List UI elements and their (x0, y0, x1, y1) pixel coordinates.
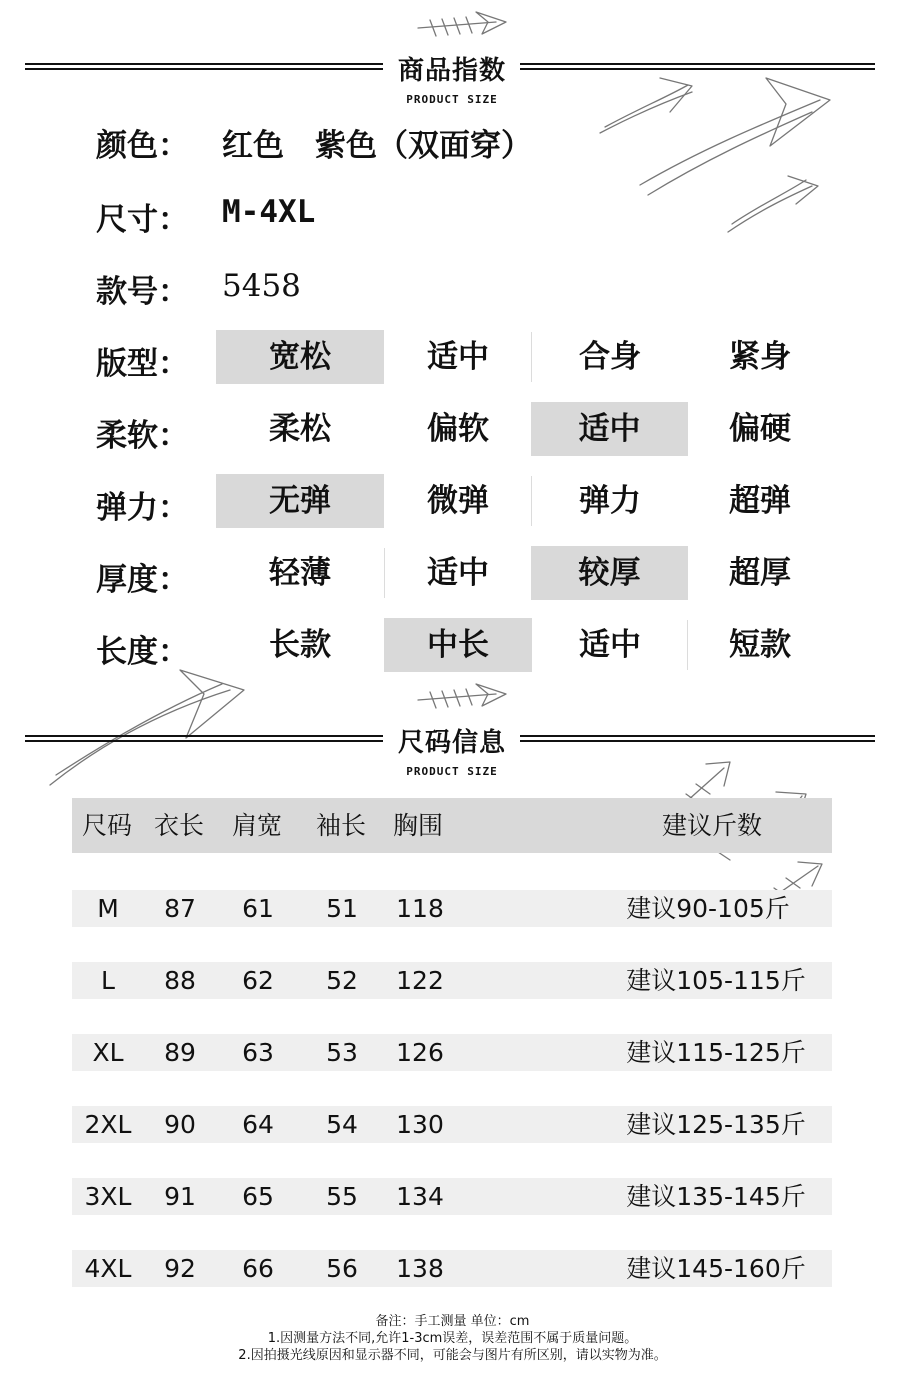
rating-option: 适中 (579, 627, 641, 663)
section-title: 尺码信息 (397, 728, 506, 758)
style-no-value: 5458 (222, 268, 301, 304)
cell-shoulder: 61 (242, 894, 274, 923)
cell-size: 2XL (84, 1110, 132, 1139)
color-label: 颜色： (96, 128, 189, 164)
cell-chest: 134 (396, 1182, 444, 1211)
rating-option: 弹力 (579, 483, 641, 519)
rating-option: 长款 (269, 627, 331, 663)
cell-size: 4XL (84, 1254, 132, 1283)
cell-sleeve: 52 (326, 966, 358, 995)
rating-option: 较厚 (531, 546, 688, 600)
rating-label: 柔软： (96, 418, 189, 454)
table-row (72, 1178, 832, 1215)
cell-length: 91 (164, 1182, 196, 1211)
cell-shoulder: 64 (242, 1110, 274, 1139)
rating-option: 紧身 (729, 339, 791, 375)
rating-label: 厚度： (96, 562, 189, 598)
rating-option: 柔松 (269, 411, 331, 447)
header-rule-right (520, 63, 875, 70)
table-row (72, 890, 832, 927)
header-size: 尺码 (82, 811, 133, 840)
cell-recommend: 建议115-125斤 (626, 1038, 806, 1067)
cell-length: 89 (164, 1038, 196, 1067)
rating-option: 短款 (729, 627, 791, 663)
cell-length: 88 (164, 966, 196, 995)
cell-size: L (101, 966, 115, 995)
cell-shoulder: 62 (242, 966, 274, 995)
cell-length: 92 (164, 1254, 196, 1283)
section-subtitle: PRODUCT SIZE (406, 765, 498, 778)
cell-chest: 126 (396, 1038, 444, 1067)
cell-size: XL (92, 1038, 124, 1067)
table-row (72, 1106, 832, 1143)
rating-option: 超厚 (729, 555, 791, 591)
cell-chest: 138 (396, 1254, 444, 1283)
header-recommend: 建议斤数 (662, 811, 763, 840)
rating-option: 偏硬 (729, 411, 791, 447)
cell-shoulder: 66 (242, 1254, 274, 1283)
rating-option: 适中 (531, 402, 688, 456)
table-row (72, 1034, 832, 1071)
cell-recommend: 建议145-160斤 (626, 1254, 806, 1283)
cell-size: M (97, 894, 119, 923)
rating-label: 长度： (96, 634, 189, 670)
note-tolerance: 1.因测量方法不同,允许1-3cm误差，误差范围不属于质量问题。 (267, 1331, 638, 1346)
cell-recommend: 建议125-135斤 (626, 1110, 806, 1139)
size-value: M-4XL (222, 194, 316, 230)
cell-sleeve: 54 (326, 1110, 358, 1139)
rating-option: 适中 (427, 339, 489, 375)
rating-option: 超弹 (729, 483, 791, 519)
rating-label: 弹力： (96, 490, 189, 526)
cell-recommend: 建议105-115斤 (626, 966, 806, 995)
cell-sleeve: 53 (326, 1038, 358, 1067)
cell-chest: 118 (396, 894, 444, 923)
cell-shoulder: 65 (242, 1182, 274, 1211)
rating-option: 微弹 (427, 483, 489, 519)
cell-sleeve: 56 (326, 1254, 358, 1283)
header-rule-left (25, 63, 383, 70)
header-rule-right (520, 735, 875, 742)
cell-recommend: 建议90-105斤 (626, 894, 790, 923)
rating-option: 无弹 (216, 474, 384, 528)
cell-sleeve: 51 (326, 894, 358, 923)
size-label: 尺寸： (96, 202, 189, 238)
rating-option: 适中 (427, 555, 489, 591)
style-no-label: 款号： (96, 274, 189, 310)
cell-shoulder: 63 (242, 1038, 274, 1067)
cell-chest: 122 (396, 966, 444, 995)
note-unit: 备注：手工测量 单位：cm (375, 1314, 530, 1329)
table-row (72, 962, 832, 999)
rating-label: 版型： (96, 346, 189, 382)
cell-recommend: 建议135-145斤 (626, 1182, 806, 1211)
section-title: 商品指数 (397, 56, 506, 86)
rating-option: 宽松 (216, 330, 384, 384)
header-length: 衣长 (154, 811, 205, 840)
header-rule-left (25, 735, 383, 742)
cell-chest: 130 (396, 1110, 444, 1139)
cell-size: 3XL (84, 1182, 132, 1211)
cell-sleeve: 55 (326, 1182, 358, 1211)
section-subtitle: PRODUCT SIZE (406, 93, 498, 106)
cell-length: 90 (164, 1110, 196, 1139)
size-table-header (72, 798, 832, 853)
header-chest: 胸围 (393, 811, 444, 840)
header-sleeve: 袖长 (316, 811, 367, 840)
cell-length: 87 (164, 894, 196, 923)
color-value: 红色 紫色（双面穿） (222, 128, 532, 164)
table-row (72, 1250, 832, 1287)
rating-option: 合身 (579, 339, 641, 375)
rating-option: 轻薄 (269, 555, 331, 591)
rating-option: 偏软 (427, 411, 489, 447)
rating-option: 中长 (384, 618, 532, 672)
header-shoulder: 肩宽 (232, 811, 283, 840)
note-color-disclaimer: 2.因拍摄光线原因和显示器不同，可能会与图片有所区别，请以实物为准。 (238, 1348, 667, 1363)
